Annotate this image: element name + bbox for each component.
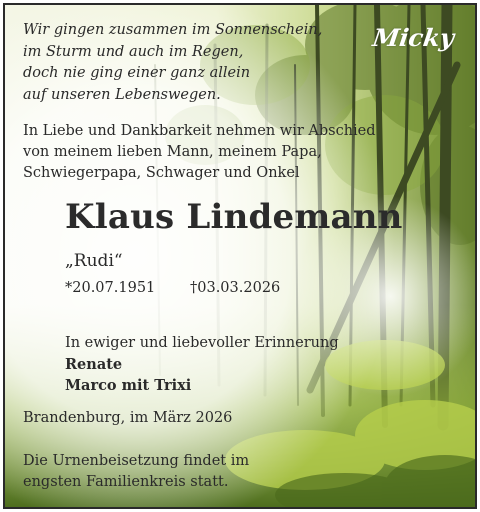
memory-line: In ewiger und liebevoller Erinnerung bbox=[65, 335, 339, 351]
burial-line: engsten Familienkreis statt. bbox=[23, 474, 229, 490]
poem-line: doch nie ging einer ganz allein bbox=[23, 65, 251, 81]
notice-border bbox=[3, 3, 477, 509]
mourners-block bbox=[65, 333, 339, 396]
mourner-name: Marco mit Trixi bbox=[65, 377, 192, 394]
poem-line: im Sturm und auch im Regen, bbox=[23, 43, 244, 60]
burial-note bbox=[23, 451, 249, 493]
poem-line: auf unseren Lebenswegen. bbox=[23, 86, 221, 103]
intro-line: In Liebe und Dankbarkeit nehmen wir Abschied bbox=[23, 123, 376, 139]
place-and-date: Brandenburg, im März 2026 bbox=[23, 410, 233, 426]
birth-date: *20.07.1951 bbox=[65, 280, 156, 296]
death-date: †03.03.2026 bbox=[190, 280, 281, 296]
deceased-name: Klaus Lindemann bbox=[65, 197, 403, 237]
poem-verse bbox=[23, 20, 322, 106]
farewell-intro bbox=[23, 121, 376, 184]
mourner-name: Renate bbox=[65, 356, 123, 373]
signature-micky: Micky bbox=[370, 23, 456, 52]
burial-line: Die Urnenbeisetzung findet im bbox=[23, 453, 250, 469]
poem-line: Wir gingen zusammen im Sonnenschein, bbox=[23, 22, 323, 38]
intro-line: von meinem lieben Mann, meinem Papa, bbox=[23, 144, 322, 160]
deceased-nickname: „Rudi“ bbox=[65, 251, 123, 271]
intro-line: Schwiegerpapa, Schwager und Onkel bbox=[23, 165, 300, 181]
